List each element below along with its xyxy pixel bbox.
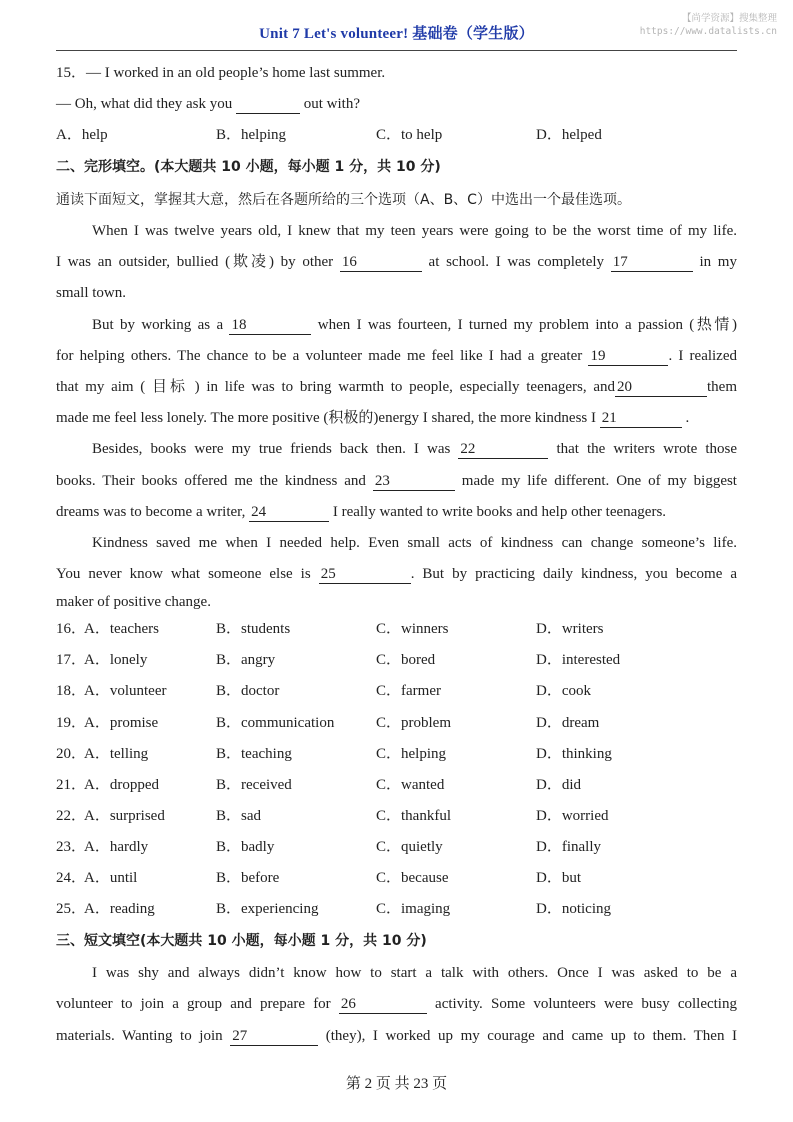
question-row bbox=[56, 739, 737, 770]
option-c: C．imaging bbox=[376, 901, 451, 918]
section3-line2 bbox=[56, 989, 737, 1020]
q15-option-a: A．help bbox=[56, 127, 108, 143]
option-b: B．doctor bbox=[216, 683, 280, 700]
p3-l3-b: I really wanted to write books and help other teenagers. bbox=[329, 503, 667, 520]
passage-p3-line3 bbox=[56, 497, 737, 528]
q15-blank bbox=[236, 95, 300, 114]
passage-p4-line3: maker of positive change. bbox=[56, 594, 211, 611]
question-number: 25． bbox=[56, 901, 87, 918]
p2-l4-a: made me feel less lonely. The more positive (积极的)energy I shared, the more kindness I bbox=[56, 410, 600, 427]
passage-p2-line1 bbox=[56, 310, 737, 341]
option-d: D．interested bbox=[536, 652, 621, 669]
q15-line1: 15．— I worked in an old people’s home last summer. bbox=[56, 65, 386, 81]
option-b: B．badly bbox=[216, 838, 275, 855]
option-b: B．students bbox=[216, 621, 291, 638]
option-c: C．quietly bbox=[376, 838, 443, 855]
question-row bbox=[56, 801, 737, 832]
p1-l2-c: in my bbox=[692, 254, 737, 271]
passage-p3-line2 bbox=[56, 466, 737, 497]
q15-option-b: B．helping bbox=[216, 127, 286, 143]
section3-heading: 三、短文填空(本大题共 10 小题，每小题 1 分，共 10 分) bbox=[56, 933, 427, 950]
s3-l3-a: materials. Wanting to join bbox=[56, 1027, 231, 1044]
p3-l3-a: dreams was to become a writer, bbox=[56, 503, 250, 520]
p3-l2-b: made my life different. One of my biggest bbox=[454, 472, 737, 489]
option-a: A．until bbox=[84, 870, 138, 886]
option-c: C．winners bbox=[376, 621, 449, 638]
option-b: B．angry bbox=[216, 652, 276, 669]
passage-p1-line1: When I was twelve years old, I knew that my teen years were going to be the worst time of my life. bbox=[92, 223, 737, 239]
p2-l1-b: when I was fourteen, I turned my problem into a passion (热情) bbox=[311, 316, 737, 333]
option-b: B．before bbox=[216, 870, 280, 886]
option-d: D．cook bbox=[536, 683, 591, 700]
option-b: B．experiencing bbox=[216, 901, 319, 918]
question-row bbox=[56, 770, 737, 801]
option-d: D．writers bbox=[536, 621, 604, 638]
question-number: 22． bbox=[56, 807, 87, 824]
option-a: A．teachers bbox=[84, 621, 159, 638]
option-d: D．thinking bbox=[536, 745, 612, 762]
blank-26: 26 bbox=[339, 995, 427, 1014]
q15-options bbox=[56, 120, 737, 151]
question-row bbox=[56, 645, 737, 676]
question-number: 16． bbox=[56, 621, 87, 638]
option-d: D．noticing bbox=[536, 901, 611, 918]
option-a: A．reading bbox=[84, 901, 155, 918]
p3-l1-a: Besides, books were my true friends back then. I was bbox=[92, 441, 459, 458]
section3-line3 bbox=[56, 1021, 737, 1052]
option-c: C．bored bbox=[376, 652, 436, 669]
question-number: 24． bbox=[56, 870, 87, 886]
section2-heading: 二、完形填空。(本大题共 10 小题，每小题 1 分，共 10 分) bbox=[56, 159, 441, 175]
p3-l2-a: books. Their books offered me the kindness and bbox=[56, 472, 373, 489]
blank-25: 25 bbox=[319, 565, 411, 584]
option-b: B．received bbox=[216, 776, 292, 793]
blank-27: 27 bbox=[230, 1027, 318, 1046]
p3-l1-b: that the writers wrote those bbox=[548, 441, 737, 458]
option-d: D．dream bbox=[536, 714, 600, 731]
question-row bbox=[56, 832, 737, 863]
watermark-source: 【尚学资源】搜集整理 bbox=[681, 13, 777, 24]
question-list bbox=[56, 614, 737, 925]
s3-l3-b: (they), I worked up my courage and came up to them. Then I bbox=[318, 1027, 738, 1044]
p2-l4-b: . bbox=[681, 410, 690, 427]
s3-l2-a: volunteer to join a group and prepare for bbox=[56, 996, 339, 1013]
option-a: A．hardly bbox=[84, 838, 149, 855]
option-b: B．sad bbox=[216, 807, 262, 824]
section3-line1: I was shy and always didn’t know how to start a talk with others. Once I was asked to be a bbox=[92, 965, 737, 982]
q15-option-c: C．to help bbox=[376, 127, 443, 143]
passage-p4-line2 bbox=[56, 559, 737, 590]
option-b: B．communication bbox=[216, 714, 335, 731]
page-content bbox=[56, 58, 737, 1052]
p2-l1-a: But by working as a bbox=[92, 316, 230, 333]
option-d: D．worried bbox=[536, 807, 609, 824]
q15-option-d: D．helped bbox=[536, 127, 602, 143]
section2-instruction: 通读下面短文，掌握其大意，然后在各题所给的三个选项（A、B、C）中选出一个最佳选项。 bbox=[56, 192, 631, 208]
option-c: C．problem bbox=[376, 714, 451, 731]
passage-p1-line2 bbox=[56, 247, 737, 278]
blank-20: 20 bbox=[615, 378, 707, 397]
blank-17: 17 bbox=[611, 253, 693, 272]
question-number: 23． bbox=[56, 838, 87, 855]
p1-l2-b: at school. I was completely bbox=[421, 254, 611, 271]
p4-l2-b: . But by practicing daily kindness, you become a bbox=[410, 566, 738, 583]
watermark-url: https://www.datalists.cn bbox=[639, 26, 777, 37]
option-a: A．lonely bbox=[84, 652, 148, 669]
blank-23: 23 bbox=[373, 472, 455, 491]
option-c: C．because bbox=[376, 870, 449, 886]
passage-p1-line3: small town. bbox=[56, 285, 126, 302]
s3-l2-b: activity. Some volunteers were busy collecting bbox=[426, 996, 737, 1013]
question-row bbox=[56, 708, 737, 739]
document-header-title: Unit 7 Let's volunteer! 基础卷（学生版） bbox=[259, 26, 534, 42]
question-number: 21． bbox=[56, 776, 87, 793]
passage-p4-line1: Kindness saved me when I needed help. Even small acts of kindness can change someone’s life. bbox=[92, 534, 737, 551]
question-number: 19． bbox=[56, 714, 87, 731]
q15-line2-pre: — Oh, what did they ask you bbox=[56, 96, 236, 112]
passage-p2-line4 bbox=[56, 403, 737, 434]
option-d: D．finally bbox=[536, 838, 601, 855]
blank-18: 18 bbox=[229, 316, 311, 335]
option-c: C．thankful bbox=[376, 807, 451, 824]
blank-24: 24 bbox=[249, 503, 329, 522]
p2-l3-a: that my aim ( 目标 ) in life was to bring warmth to people, especially teenagers, and bbox=[56, 378, 615, 395]
page-number: 第 2 页 共 23 页 bbox=[345, 1076, 448, 1092]
option-a: A．surprised bbox=[84, 807, 165, 824]
option-a: A．volunteer bbox=[84, 683, 167, 700]
p2-l3-b: them bbox=[707, 378, 737, 395]
option-a: A．dropped bbox=[84, 776, 159, 793]
watermark bbox=[627, 12, 777, 38]
option-d: D．but bbox=[536, 870, 582, 886]
p2-l2-b: . I realized bbox=[668, 347, 737, 364]
option-c: C．wanted bbox=[376, 776, 445, 793]
question-row bbox=[56, 614, 737, 645]
question-number: 18． bbox=[56, 683, 87, 700]
header-divider bbox=[56, 50, 737, 51]
option-c: C．helping bbox=[376, 745, 446, 762]
blank-22: 22 bbox=[458, 440, 548, 459]
p1-l2-a: I was an outsider, bullied (欺凌) by other bbox=[56, 254, 340, 271]
question-number: 20． bbox=[56, 745, 87, 762]
passage-p2-line3 bbox=[56, 372, 737, 403]
option-a: A．telling bbox=[84, 745, 149, 762]
passage-p2-line2 bbox=[56, 341, 737, 372]
q15-line2 bbox=[56, 89, 737, 120]
option-d: D．did bbox=[536, 776, 582, 793]
question-number: 17． bbox=[56, 652, 87, 669]
question-row bbox=[56, 676, 737, 707]
option-b: B．teaching bbox=[216, 745, 292, 762]
blank-16: 16 bbox=[340, 253, 422, 272]
p4-l2-a: You never know what someone else is bbox=[56, 566, 319, 583]
q15-line2-post: out with? bbox=[299, 96, 360, 112]
option-c: C．farmer bbox=[376, 683, 441, 700]
p2-l2-a: for helping others. The chance to be a volunteer made me feel like I had a greater bbox=[56, 347, 589, 364]
passage-p3-line1 bbox=[56, 434, 737, 465]
question-row bbox=[56, 894, 737, 925]
option-a: A．promise bbox=[84, 714, 159, 731]
blank-21: 21 bbox=[600, 409, 682, 428]
question-row bbox=[56, 863, 737, 894]
blank-19: 19 bbox=[588, 347, 668, 366]
